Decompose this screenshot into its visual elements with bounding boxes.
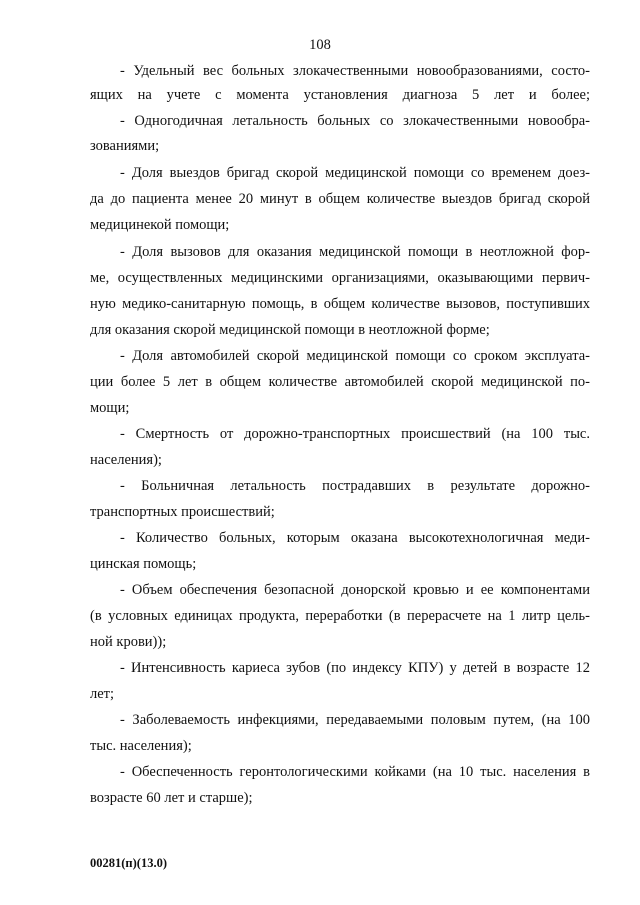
text-line: цинская помощь;: [90, 556, 197, 572]
text-line: ме, осуществленных медицинскими организациями, оказывающими первич-: [90, 270, 590, 286]
text-line: - Доля автомобилей скорой медицинской помощи со сроком эксплуата-: [120, 348, 590, 364]
text-line: ции более 5 лет в общем количестве автомобилей скорой медицинской по-: [90, 374, 590, 390]
text-line: - Интенсивность кариеса зубов (по индексу КПУ) у детей в возрасте 12: [120, 660, 590, 676]
text-line: - Доля выездов бригад скорой медицинской помощи со временем доез-: [120, 165, 590, 181]
text-line: - Одногодичная летальность больных со злокачественными новообра-: [120, 113, 590, 129]
text-line: медицинекой помощи;: [90, 217, 230, 233]
text-line: зованиями;: [90, 138, 160, 154]
text-line: - Больничная летальность пострадавших в результате дорожно-: [120, 478, 590, 494]
text-line: - Количество больных, которым оказана высокотехнологичная меди-: [120, 530, 590, 546]
text-line: транспортных происшествий;: [90, 504, 275, 520]
text-line: ную медико-санитарную помощь, в общем количестве вызовов, поступивших: [90, 296, 590, 312]
text-line: для оказания скорой медицинской помощи в неотложной форме;: [90, 322, 490, 338]
text-line: (в условных единицах продукта, переработки (в перерасчете на 1 литр цель-: [90, 608, 590, 624]
text-line: - Доля вызовов для оказания медицинской помощи в неотложной фор-: [120, 244, 590, 260]
text-line: мощи;: [90, 400, 130, 416]
text-line: лет;: [90, 686, 115, 702]
text-line: населения);: [90, 452, 162, 468]
text-line: тыс. населения);: [90, 738, 192, 754]
text-line: возрасте 60 лет и старше);: [90, 790, 253, 806]
text-line: - Объем обеспечения безопасной донорской кровью и ее компонентами: [120, 582, 590, 598]
text-line: да до пациента менее 20 минут в общем количестве выездов бригад скорой: [90, 191, 590, 207]
text-line: ной крови));: [90, 634, 167, 650]
text-line: - Смертность от дорожно-транспортных происшествий (на 100 тыс.: [120, 426, 590, 442]
page-number: 108: [309, 37, 331, 53]
text-line: ящих на учете с момента установления диагноза 5 лет и более;: [90, 87, 590, 103]
document-code: 00281(п)(13.0): [90, 856, 167, 870]
text-line: - Заболеваемость инфекциями, передаваемыми половым путем, (на 100: [120, 712, 590, 728]
text-line: - Удельный вес больных злокачественными новообразованиями, состо-: [120, 63, 590, 79]
text-line: - Обеспеченность геронтологическими койками (на 10 тыс. населения в: [120, 764, 590, 780]
